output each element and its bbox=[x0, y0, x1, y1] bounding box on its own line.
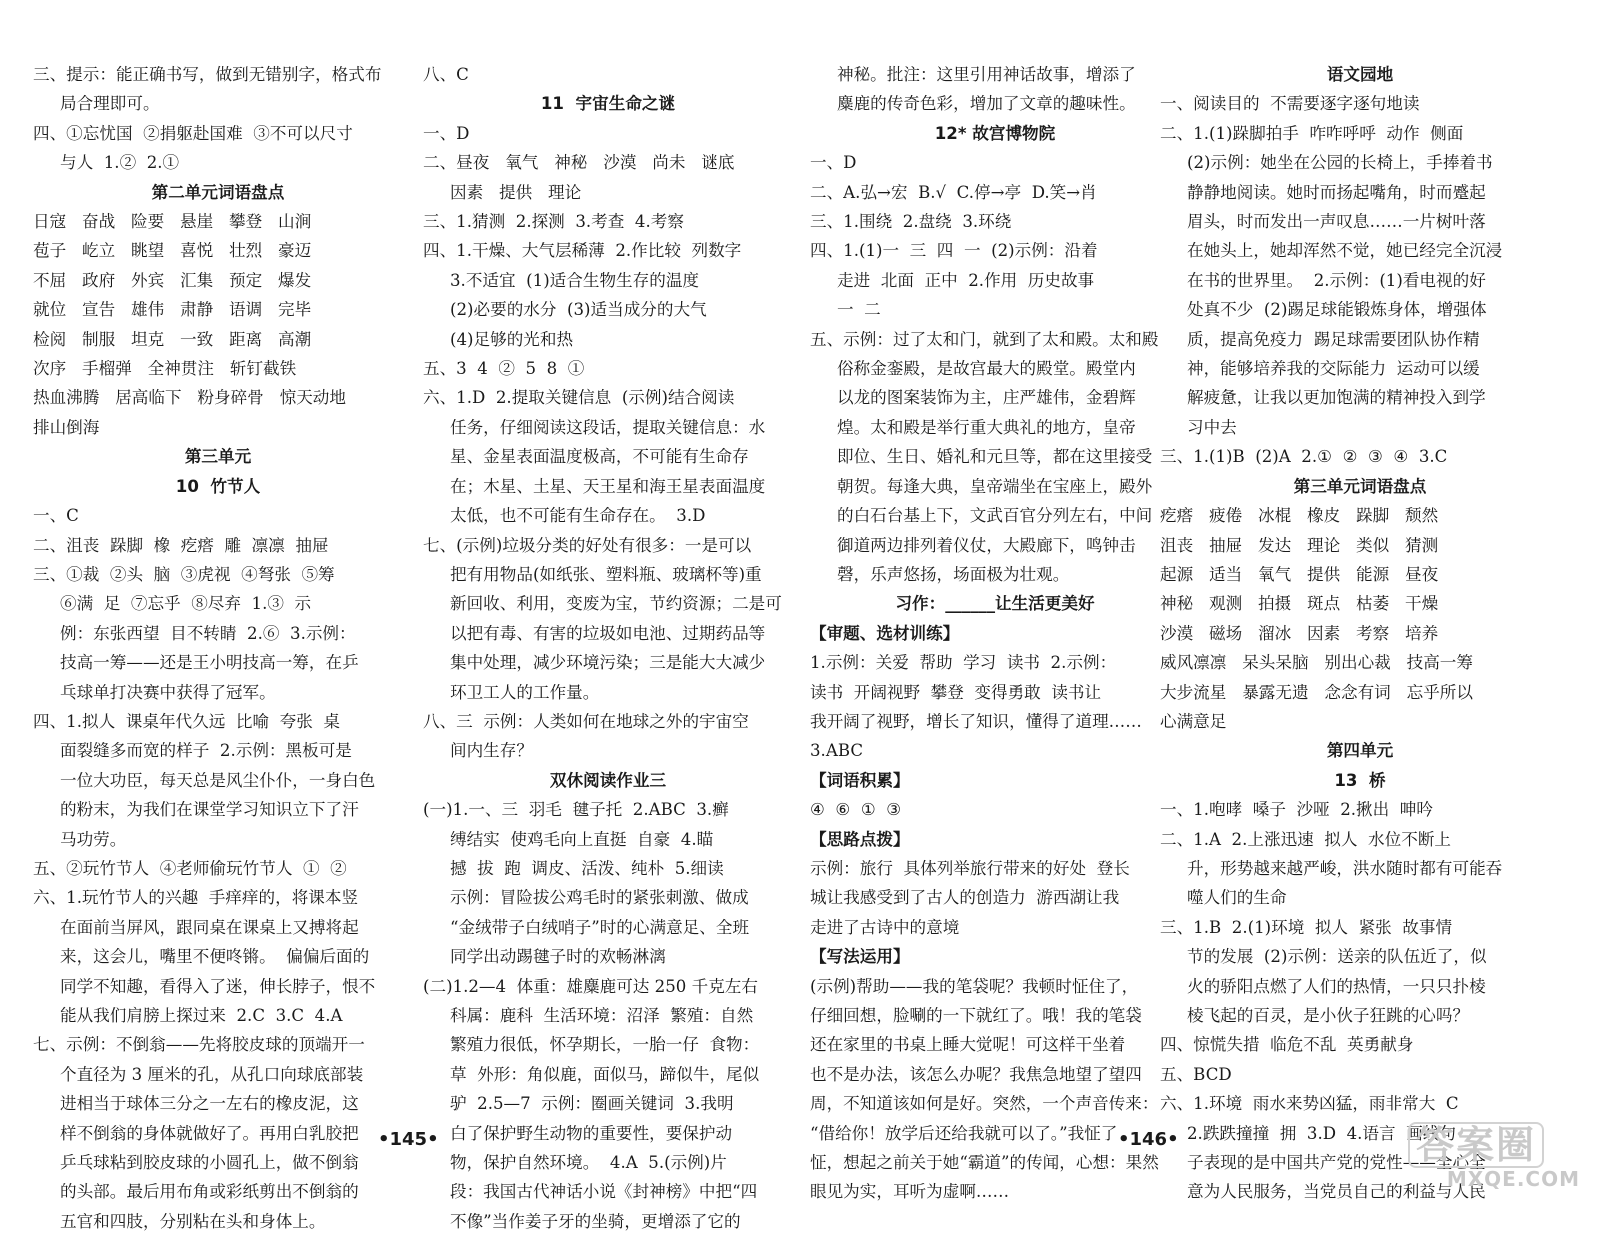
answer-line: 技高一筹——还是王小明技高一筹，在乒 bbox=[60, 653, 359, 673]
answer-line: 质，提高免疫力 踢足球需要团队协作精 bbox=[1187, 329, 1480, 349]
answer-line: 神秘 观测 拍摄 斑点 枯萎 干燥 bbox=[1160, 594, 1439, 614]
answer-line: 朝贺。每逢大典，皇帝端坐在宝座上，殿外 bbox=[837, 476, 1153, 496]
answer-line: 眼见为实，耳听为虚啊…… bbox=[810, 1182, 1010, 1202]
answer-line: 科属：鹿科 生活环境：沼泽 繁殖：自然 bbox=[450, 1006, 754, 1025]
answer-line: 煌。太和殿是举行重大典礼的地方，皇帝 bbox=[837, 417, 1136, 437]
answer-line: 五、②玩竹节人 ④老师偷玩竹节人 ① ② bbox=[33, 858, 347, 878]
answer-line: 还在家里的书桌上睡大觉呢！可这样干坐着 bbox=[810, 1035, 1126, 1055]
answer-line: 同学出动踢毽子时的欢畅淋漓 bbox=[450, 947, 666, 967]
answer-line: “借给你！放学后还给我就可以了。”我怔了 bbox=[810, 1123, 1118, 1143]
answer-line: (二)1.2—4 体重：雄麋鹿可达 250 千克左右 bbox=[423, 976, 758, 996]
answer-line: 五官和四肢，分别粘在头和身体上。 bbox=[60, 1211, 326, 1231]
answer-line: 个直径为 3 厘米的孔，从孔口向球底部装 bbox=[60, 1064, 364, 1084]
answer-line: 二、1.A 2.上涨迅速 拟人 水位不断上 bbox=[1160, 829, 1452, 849]
answer-line: 五、BCD bbox=[1160, 1064, 1232, 1084]
answer-line: 的粉末，为我们在课堂学习知识立下了汗 bbox=[60, 800, 359, 820]
answer-line: 撼 拔 跑 调皮、活泼、纯朴 5.细读 bbox=[450, 858, 724, 878]
answer-line: 检阅 制服 坦克 一致 距离 高潮 bbox=[33, 329, 312, 349]
answer-line: 二、A.弘→宏 B.√ C.停→亭 D.笑→肖 bbox=[810, 182, 1097, 202]
answer-line: 白了保护野生动物的重要性，要保护动 bbox=[450, 1123, 733, 1143]
answer-line: 读书 开阔视野 攀登 变得勇敢 读书让 bbox=[810, 682, 1102, 702]
answer-line: 不屈 政府 外宾 汇集 预定 爆发 bbox=[33, 270, 312, 290]
subsection-tag: 【审题、选材训练】 bbox=[810, 623, 960, 643]
answer-line: (2)必要的水分 (3)适当成分的大气 bbox=[450, 300, 707, 320]
answer-line: 威风凛凛 呆头呆脑 别出心裁 技高一筹 bbox=[1160, 653, 1473, 673]
answer-line: 星、金星表面温度极高，不可能有生命存 bbox=[450, 447, 749, 467]
answer-line: 一位大功臣，每天总是风尘仆仆，一身白色 bbox=[60, 770, 376, 790]
section-heading: 10 竹节人 bbox=[175, 476, 261, 496]
answer-line: 沙漠 磁场 溜冰 因素 考察 培养 bbox=[1160, 623, 1439, 643]
answer-line: 沮丧 抽屉 发达 理论 类似 猜测 bbox=[1160, 535, 1439, 555]
answer-line: ⑥满 足 ⑦忘乎 ⑧尽弃 1.③ 示 bbox=[60, 594, 312, 614]
section-heading: 第三单元词语盘点 bbox=[1293, 476, 1427, 496]
answer-line: 心满意足 bbox=[1160, 711, 1227, 731]
section-heading: 11 宇宙生命之谜 bbox=[540, 94, 676, 114]
section-heading: 第四单元 bbox=[1326, 741, 1394, 761]
answer-line: 2.跌跌撞撞 拥 3.D 4.语言 画线句 bbox=[1187, 1123, 1456, 1143]
answer-line: 进相当于球体三分之一左右的橡皮泥，这 bbox=[60, 1094, 359, 1114]
answer-line: 意为人民服务，当党员自己的利益与人民 bbox=[1187, 1182, 1486, 1202]
answer-line: 棱飞起的百灵，是小伙子狂跳的心吗？ bbox=[1187, 1006, 1470, 1025]
watermark-text: 答案圈 bbox=[1408, 1122, 1544, 1168]
answer-line: 示例：旅行 具体列举旅行带来的好处 登长 bbox=[810, 858, 1130, 878]
answer-line: 与人 1.② 2.① bbox=[60, 153, 180, 173]
answer-line: 驴 2.5—7 示例：圈画关键词 3.我明 bbox=[450, 1094, 734, 1114]
answer-line: 能从我们肩膀上探过来 2.C 3.C 4.A bbox=[60, 1006, 343, 1025]
answer-line: 也不是办法，该怎么办呢？我焦急地望了望四 bbox=[810, 1064, 1142, 1084]
answer-line: 马功劳。 bbox=[60, 829, 127, 849]
answer-line: 把有用物品(如纸张、塑料瓶、玻璃杯等)重 bbox=[450, 564, 762, 584]
answer-line: 3.不适宜 (1)适合生物生存的温度 bbox=[450, 270, 700, 290]
answer-line: 四、1.(1)一 三 四 一 (2)示例：沿着 bbox=[810, 241, 1098, 261]
answer-line: 环卫工人的工作量。 bbox=[450, 682, 600, 702]
answer-line: 一、C bbox=[33, 506, 79, 526]
answer-line: 解疲惫，让我以更加饱满的精神投入到学 bbox=[1187, 388, 1486, 408]
answer-line: 段：我国古代神话小说《封神榜》中把“四 bbox=[450, 1182, 758, 1202]
answer-line: 俗称金銮殿，是故宫最大的殿堂。殿堂内 bbox=[837, 359, 1136, 379]
answer-line: 四、1.拟人 课桌年代久远 比喻 夸张 桌 bbox=[33, 711, 340, 731]
answer-column-1 bbox=[33, 60, 403, 1236]
answer-line: 排山倒海 bbox=[33, 417, 100, 437]
answer-line: 磬，乐声悠扬，场面极为壮观。 bbox=[837, 564, 1070, 584]
answer-line: 五、示例：过了太和门，就到了太和殿。太和殿 bbox=[810, 329, 1159, 349]
answer-line: 间内生存？ bbox=[450, 741, 533, 761]
answer-line: 四、惊慌失措 临危不乱 英勇献身 bbox=[1160, 1035, 1414, 1055]
subsection-tag: 【写法运用】 bbox=[810, 947, 910, 967]
answer-line: 苞子 屹立 眺望 喜悦 壮烈 豪迈 bbox=[33, 241, 312, 261]
answer-line: 就位 宣告 雄伟 肃静 语调 完毕 bbox=[33, 300, 312, 320]
answer-line: 的白石台基上下，文武百官分列左右，中间 bbox=[837, 506, 1153, 526]
answer-line: 二、1.(1)跺脚拍手 咋咋呼呼 动作 侧面 bbox=[1160, 123, 1464, 143]
answer-line: 火的骄阳点燃了人们的热情，一只只扑棱 bbox=[1187, 976, 1486, 996]
answer-line: 一、阅读目的 不需要逐字逐句地读 bbox=[1160, 94, 1420, 114]
answer-line: 的头部。最后用布角或彩纸剪出不倒翁的 bbox=[60, 1182, 359, 1202]
subsection-tag: 【思路点拨】 bbox=[810, 829, 910, 849]
answer-line: (4)足够的光和热 bbox=[450, 329, 574, 349]
answer-line: 面裂缝多而宽的样子 2.示例：黑板可是 bbox=[60, 741, 352, 761]
answer-line: 即位、生日、婚礼和元旦等，都在这里接受 bbox=[837, 447, 1153, 467]
answer-line: 节的发展 (2)示例：送亲的队伍近了，似 bbox=[1187, 947, 1487, 967]
answer-line: 神，能够培养我的交际能力 运动可以缓 bbox=[1187, 359, 1480, 379]
answer-column-3 bbox=[810, 60, 1180, 1207]
answer-line: 三、1.B 2.(1)环境 拟人 紧张 故事情 bbox=[1160, 917, 1453, 937]
answer-line: 一、1.咆哮 嗓子 沙哑 2.揪出 呻吟 bbox=[1160, 800, 1433, 820]
answer-line: 神秘。批注：这里引用神话故事，增添了 bbox=[837, 65, 1136, 84]
answer-line: 四、①忘忧国 ②捐躯赴国难 ③不可以尺寸 bbox=[33, 123, 353, 143]
answer-line: 城让我感受到了古人的创造力 游西湖让我 bbox=[810, 888, 1120, 908]
answer-line: 四、1.干燥、大气层稀薄 2.作比较 列数字 bbox=[423, 241, 742, 261]
answer-line: 1.示例：关爱 帮助 学习 读书 2.示例： bbox=[810, 653, 1117, 673]
answer-line: 走进了古诗中的意境 bbox=[810, 917, 960, 937]
answer-line: 3.ABC bbox=[810, 741, 864, 761]
answer-line: 三、1.(1)B (2)A 2.① ② ③ ④ 3.C bbox=[1160, 447, 1448, 467]
answer-line: 以把有毒、有害的垃圾如电池、过期药品等 bbox=[450, 623, 766, 643]
answer-line: 七、(示例)垃圾分类的好处有很多：一是可以 bbox=[423, 535, 752, 555]
answer-line: 五、3 4 ② 5 8 ① bbox=[423, 359, 585, 379]
answer-line: 疙瘩 疲倦 冰棍 橡皮 跺脚 颓然 bbox=[1160, 506, 1439, 526]
answer-line: 八、C bbox=[423, 65, 469, 84]
answer-line: 麋鹿的传奇色彩，增加了文章的趣味性。 bbox=[837, 94, 1136, 114]
answer-line: 在她头上，她却浑然不觉，她已经完全沉浸 bbox=[1187, 241, 1503, 261]
subsection-tag: 【词语积累】 bbox=[810, 770, 910, 790]
answer-column-4 bbox=[1160, 60, 1560, 1207]
answer-line: 三、1.围绕 2.盘绕 3.环绕 bbox=[810, 212, 1012, 232]
answer-line: 草 外形：角似鹿，面似马，蹄似牛，尾似 bbox=[450, 1064, 760, 1084]
answer-line: 乒乓球粘到胶皮球的小圆孔上，做不倒翁 bbox=[60, 1153, 359, 1173]
section-heading: 第三单元 bbox=[184, 447, 252, 467]
section-heading: 习作：______让生活更美好 bbox=[895, 594, 1095, 614]
answer-line: 一 二 bbox=[837, 300, 881, 320]
answer-line: 大步流星 暴露无遗 念念有词 忘乎所以 bbox=[1160, 682, 1473, 702]
answer-line: 三、1.猜测 2.探测 3.考查 4.考察 bbox=[423, 212, 684, 232]
answer-line: 八、三 示例：人类如何在地球之外的宇宙空 bbox=[423, 711, 749, 731]
section-heading: 语文园地 bbox=[1326, 65, 1394, 84]
answer-line: 走进 北面 正中 2.作用 历史故事 bbox=[837, 270, 1095, 290]
section-heading: 第二单元词语盘点 bbox=[151, 182, 285, 202]
answer-line: 一、D bbox=[810, 153, 857, 173]
answer-line: 一、D bbox=[423, 123, 470, 143]
answer-column-2 bbox=[423, 60, 793, 1236]
answer-line: 周，不知道该如何是好。突然，一个声音传来： bbox=[810, 1094, 1159, 1114]
answer-line: ④ ⑥ ① ③ bbox=[810, 800, 902, 820]
answer-line: (示例)帮助——我的笔袋呢？我顿时怔住了， bbox=[810, 976, 1139, 996]
answer-line: 三、①裁 ②头 脑 ③虎视 ④弩张 ⑤筹 bbox=[33, 564, 335, 584]
answer-line: 不像”当作姜子牙的坐骑，更增添了它的 bbox=[450, 1211, 741, 1231]
answer-line: (2)示例：她坐在公园的长椅上，手捧着书 bbox=[1187, 153, 1493, 173]
answer-line: 同学不知趣，看得入了迷，伸长脖子，恨不 bbox=[60, 976, 376, 996]
section-heading: 13 桥 bbox=[1334, 770, 1386, 790]
answer-line: 任务，仔细阅读这段话，提取关键信息：水 bbox=[450, 417, 766, 437]
answer-line: 六、1.玩竹节人的兴趣 手痒痒的，将课本竖 bbox=[33, 888, 359, 908]
answer-line: 起源 适当 氧气 提供 能源 昼夜 bbox=[1160, 564, 1439, 584]
section-heading: 双休阅读作业三 bbox=[549, 770, 667, 790]
section-heading: 12* 故宫博物院 bbox=[934, 123, 1056, 143]
answer-line: 样不倒翁的身体就做好了。再用白乳胶把 bbox=[60, 1123, 359, 1143]
answer-line: 在；木星、土星、天王星和海王星表面温度 bbox=[450, 476, 766, 496]
answer-line: 在书的世界里。 2.示例：(1)看电视的好 bbox=[1187, 270, 1486, 290]
answer-line: 例：东张西望 目不转睛 2.⑥ 3.示例： bbox=[60, 623, 356, 643]
answer-line: 缚结实 使鸡毛向上直挺 自豪 4.瞄 bbox=[450, 829, 714, 849]
answer-line: 太低，也不可能有生命存在。 3.D bbox=[450, 506, 706, 526]
answer-line: 噬人们的生命 bbox=[1187, 888, 1287, 908]
answer-line: 热血沸腾 居高临下 粉身碎骨 惊天动地 bbox=[33, 388, 346, 408]
answer-line: 三、提示：能正确书写，做到无错别字，格式布 bbox=[33, 65, 382, 84]
answer-line: (一)1.一、三 羽毛 毽子托 2.ABC 3.癣 bbox=[423, 800, 729, 820]
page-number-right: •146• bbox=[1118, 1129, 1179, 1150]
answer-line: 以龙的图案装饰为主，庄严雄伟，金碧辉 bbox=[837, 388, 1136, 408]
answer-line: 子表现的是中国共产党的党性——全心全 bbox=[1187, 1153, 1486, 1173]
watermark-logo bbox=[1408, 1122, 1580, 1192]
answer-line: 六、1.D 2.提取关键信息 (示例)结合阅读 bbox=[423, 388, 735, 408]
answer-line: 示例：冒险拔公鸡毛时的紧张刺激、做成 bbox=[450, 888, 749, 908]
answer-line: 处真不少 (2)踢足球能锻炼身体，增强体 bbox=[1187, 300, 1487, 320]
answer-line: 在面前当屏风，跟同桌在课桌上又搏将起 bbox=[60, 917, 359, 937]
answer-line: 习中去 bbox=[1187, 417, 1237, 437]
answer-line: 繁殖力很低，怀孕期长，一胎一仔 食物： bbox=[450, 1035, 760, 1055]
answer-line: 六、1.环境 雨水来势凶猛，雨非常大 C bbox=[1160, 1094, 1459, 1114]
answer-line: 我开阔了视野，增长了知识，懂得了道理…… bbox=[810, 711, 1142, 731]
answer-line: 眉头，时而发出一声叹息……一片树叶落 bbox=[1187, 212, 1486, 232]
answer-line: 御道两边排列着仪仗，大殿廊下，鸣钟击 bbox=[837, 535, 1136, 555]
answer-line: 静静地阅读。她时而扬起嘴角，时而蹙起 bbox=[1187, 182, 1486, 202]
page-number-left: •145• bbox=[378, 1129, 439, 1150]
answer-line: 乓球单打决赛中获得了冠军。 bbox=[60, 682, 276, 702]
answer-line: “金绒带子白绒哨子”时的心满意足、全班 bbox=[450, 917, 750, 937]
answer-line: 怔，想起之前关于她“霸道”的传闻，心想：果然 bbox=[810, 1153, 1159, 1173]
answer-line: 七、示例：不倒翁——先将胶皮球的顶端开一 bbox=[33, 1035, 365, 1055]
watermark-url: MXQE.COM bbox=[1446, 1167, 1580, 1191]
answer-line: 仔细回想，脸唰的一下就红了。哦！我的笔袋 bbox=[810, 1006, 1142, 1025]
answer-line: 日寇 奋战 险要 悬崖 攀登 山涧 bbox=[33, 212, 312, 232]
answer-line: 二、沮丧 跺脚 橡 疙瘩 雕 凛凛 抽屉 bbox=[33, 535, 329, 555]
answer-line: 集中处理，减少环境污染；三是能大大减少 bbox=[450, 653, 766, 673]
answer-line: 升，形势越来越严峻，洪水随时都有可能吞 bbox=[1187, 858, 1503, 878]
answer-line: 来，这会儿，嘴里不便咚锵。 偏偏后面的 bbox=[60, 947, 370, 967]
answer-line: 因素 提供 理论 bbox=[450, 182, 582, 202]
answer-line: 新回收、利用，变废为宝，节约资源；二是可 bbox=[450, 594, 782, 614]
answer-line: 次序 手榴弹 全神贯注 斩钉截铁 bbox=[33, 359, 297, 379]
answer-line: 局合理即可。 bbox=[60, 94, 160, 114]
answer-line: 物，保护自然环境。 4.A 5.(示例)片 bbox=[450, 1153, 727, 1173]
answer-line: 二、昼夜 氧气 神秘 沙漠 尚未 谜底 bbox=[423, 153, 735, 173]
